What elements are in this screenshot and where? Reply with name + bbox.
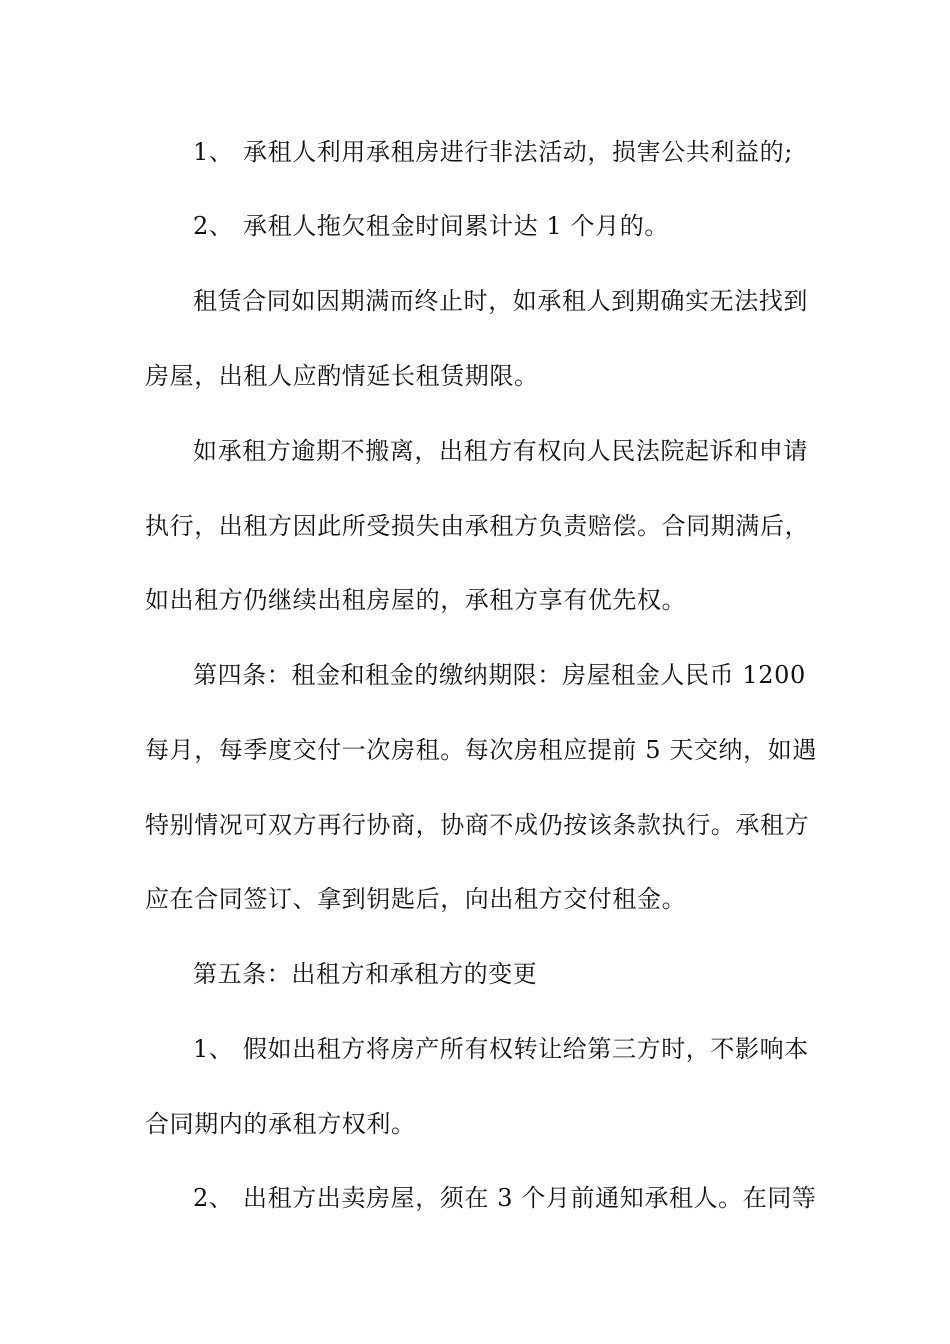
list-number: 2、	[193, 1184, 234, 1212]
paragraph-text: 承租人拖欠租金时间累计达 1 个月的。	[243, 212, 669, 240]
list-item	[193, 1183, 883, 1213]
paragraph-line: 如承租方逾期不搬离，出租方有权向人民法院起诉和申请	[193, 437, 808, 465]
list-number: 2、	[193, 212, 234, 240]
list-item	[193, 211, 883, 241]
paragraph-line: 租赁合同如因期满而终止时，如承租人到期确实无法找到	[193, 287, 808, 315]
paragraph-line: 每月，每季度交付一次房租。每次房租应提前 5 天交纳，如遇	[145, 736, 817, 764]
paragraph-text: 假如出租方将房产所有权转让给第三方时，不影响本	[243, 1035, 809, 1063]
list-item	[193, 1034, 883, 1064]
paragraph-line: 特别情况可双方再行协商，协商不成仍按该条款执行。承租方	[145, 811, 810, 839]
section-heading: 第五条：出租方和承租方的变更	[193, 960, 538, 988]
paragraph-line: 合同期内的承租方权利。	[145, 1110, 416, 1138]
paragraph-line: 应在合同签订、拿到钥匙后，向出租方交付租金。	[145, 885, 687, 913]
paragraph-line: 第四条：租金和租金的缴纳期限：房屋租金人民币 1200	[193, 661, 806, 689]
paragraph-line: 房屋，出租人应酌情延长租赁期限。	[145, 362, 539, 390]
list-number: 1、	[193, 1035, 234, 1063]
paragraph-text: 承租人利用承租房进行非法活动，损害公共利益的;	[243, 138, 793, 166]
paragraph-line: 执行，出租方因此所受损失由承租方负责赔偿。合同期满后，	[145, 512, 810, 540]
paragraph-line: 如出租方仍继续出租房屋的，承租方享有优先权。	[145, 586, 687, 614]
list-number: 1、	[193, 138, 234, 166]
paragraph-text: 出租方出卖房屋，须在 3 个月前通知承租人。在同等	[243, 1184, 817, 1212]
list-item	[193, 137, 883, 167]
